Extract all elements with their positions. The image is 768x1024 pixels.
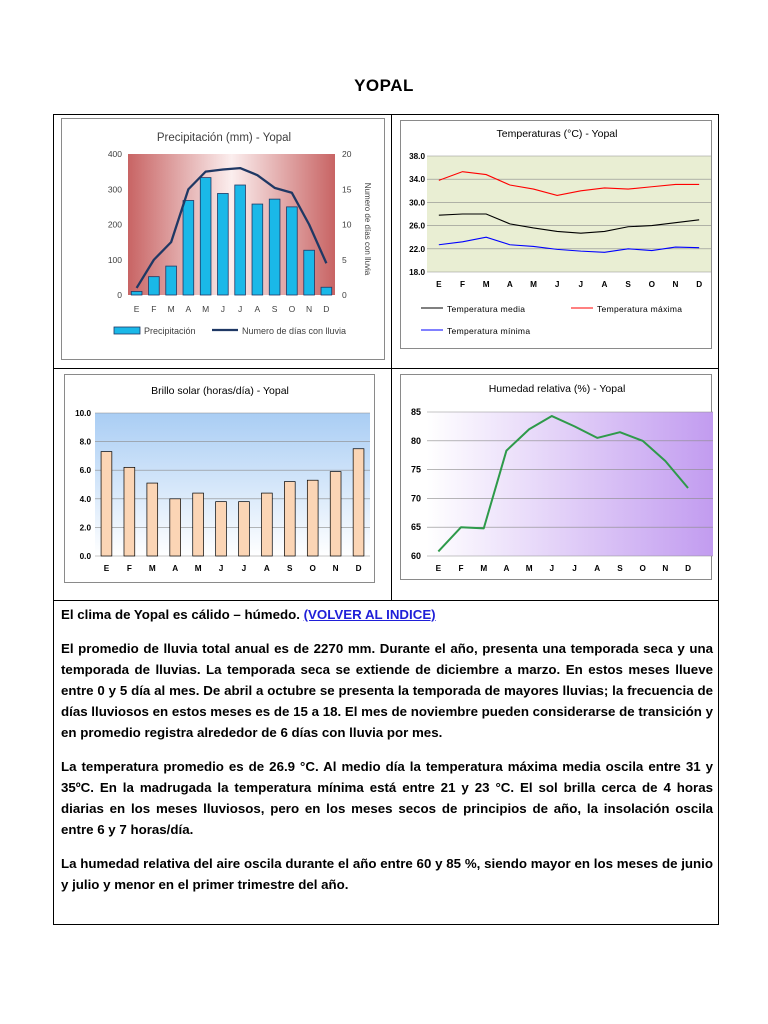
bar-precipitacion xyxy=(269,199,280,295)
sunshine-chart-svg xyxy=(65,375,376,584)
bar-brillo-solar xyxy=(330,472,341,556)
x-tick-label: M xyxy=(482,280,490,289)
x-tick-label: M xyxy=(148,564,156,573)
x-tick-label: O xyxy=(648,280,656,289)
bar-precipitacion xyxy=(166,266,177,295)
bar-precipitacion xyxy=(183,201,194,295)
chart-legend xyxy=(114,326,346,336)
y2-tick-label: 20 xyxy=(342,149,352,159)
x-tick-label: J xyxy=(549,564,555,573)
x-tick-label: S xyxy=(617,564,623,573)
x-tick-label: A xyxy=(601,280,608,289)
humidity-chart xyxy=(400,374,712,580)
bar-brillo-solar xyxy=(216,502,227,556)
y2-tick-label: 0 xyxy=(342,290,347,300)
precipitation-chart xyxy=(61,118,385,360)
bar-brillo-solar xyxy=(193,493,204,556)
x-tick-label: E xyxy=(103,564,110,573)
x-tick-label: F xyxy=(151,304,157,314)
chart-title: Temperaturas (°C) - Yopal xyxy=(496,128,618,140)
bar-brillo-solar xyxy=(261,493,272,556)
x-tick-label: M xyxy=(525,564,533,573)
humidity-paragraph: La humedad relativa del aire oscila durante el año entre 60 y 85 %, siendo mayor en los meses de junio y julio y menor en el primer trimestre del año. xyxy=(61,856,713,892)
bar-precipitacion xyxy=(218,193,229,295)
bar-precipitacion xyxy=(304,250,315,295)
x-tick-label: A xyxy=(185,304,192,314)
x-tick-label: S xyxy=(271,304,278,314)
x-tick-label: N xyxy=(306,304,313,314)
x-tick-label: E xyxy=(133,304,140,314)
bar-precipitacion xyxy=(200,178,211,295)
x-tick-label: O xyxy=(309,564,316,573)
plot-area xyxy=(95,413,370,556)
x-tick-label: J xyxy=(554,280,560,289)
chart-title: Brillo solar (horas/día) - Yopal xyxy=(151,385,289,397)
x-tick-label: S xyxy=(625,280,631,289)
bar-precipitacion xyxy=(287,207,298,295)
bar-brillo-solar xyxy=(353,449,364,556)
x-tick-label: M xyxy=(167,304,175,314)
y2-tick-label: 15 xyxy=(342,184,352,195)
bar-brillo-solar xyxy=(101,452,112,556)
x-tick-label: E xyxy=(435,564,442,573)
bar-precipitacion xyxy=(131,291,142,295)
legend-label-dias-lluvia: Numero de días con lluvia xyxy=(242,326,347,336)
x-tick-label: A xyxy=(172,564,179,573)
temperature-paragraph: La temperatura promedio es de 26.9 °C. Al medio día la temperatura máxima media oscila entre 31 y 35ºC. En la madrugada la temperatura mínima está entre 21 y 23 °C. El sol brilla cerca de 4 horas diarias en los meses lluviosos, pero en los meses secos de principios de año, la insolación oscila entre 6 y 7 horas/día. xyxy=(61,759,713,837)
legend-label-temp-min: Temperatura mínima xyxy=(447,326,531,336)
plot-area xyxy=(427,412,713,556)
x-tick-label: A xyxy=(594,564,601,573)
chart-title: Precipitación (mm) - Yopal xyxy=(156,132,292,144)
y-tick-label: 38.0 xyxy=(409,152,425,161)
x-tick-label: E xyxy=(436,280,442,289)
x-tick-label: J xyxy=(572,564,577,573)
rain-paragraph: El promedio de lluvia total anual es de 2270 mm. Durante el año, presenta una temporada seca y una temporada de lluvias. La temporada seca se extiende de diciembre a marzo. En estos meses llueve entre 0 y 5 día al mes. De abril a octubre se presenta la temporada de mayores lluvias; la frecuencia de días lluviosos en estos meses es de 15 a 18. El mes de noviembre pueden considerarse de transición y en promedio registra alrededor de 6 días con lluvia por mes. xyxy=(61,641,713,740)
y-tick-label: 0.0 xyxy=(79,552,91,561)
intro-text: El clima de Yopal es cálido – húmedo. xyxy=(61,607,304,622)
x-tick-label: M xyxy=(202,304,210,314)
y-tick-label: 18.0 xyxy=(409,268,425,277)
bar-precipitacion xyxy=(321,287,332,295)
x-tick-label: N xyxy=(332,564,339,573)
x-tick-label: D xyxy=(685,564,691,573)
y-tick-label: 75 xyxy=(410,464,421,475)
x-tick-label: D xyxy=(355,564,362,573)
y-tick-label: 400 xyxy=(107,149,122,159)
temperature-chart xyxy=(400,120,712,349)
right-axis-label: Numero de días con lluvia xyxy=(363,182,372,276)
y2-tick-label: 5 xyxy=(342,254,347,265)
page-title: YOPAL xyxy=(354,76,414,95)
x-tick-label: J xyxy=(238,304,243,314)
y-tick-label: 100 xyxy=(107,254,122,265)
bar-brillo-solar xyxy=(124,467,135,556)
x-tick-label: A xyxy=(506,280,513,289)
bar-precipitacion xyxy=(252,204,263,295)
bar-brillo-solar xyxy=(147,483,158,556)
x-tick-label: N xyxy=(672,280,679,289)
y-tick-label: 30.0 xyxy=(409,198,425,208)
legend-swatch-precipitacion xyxy=(114,327,140,334)
bar-brillo-solar xyxy=(307,480,318,556)
x-tick-label: A xyxy=(263,564,270,573)
y-tick-label: 85 xyxy=(410,407,421,417)
x-tick-label: J xyxy=(241,564,247,573)
x-tick-label: F xyxy=(458,564,464,573)
chart-legend xyxy=(421,304,682,336)
bar-brillo-solar xyxy=(239,502,250,556)
bar-brillo-solar xyxy=(284,482,295,556)
x-tick-label: S xyxy=(287,564,293,573)
temperature-chart-svg xyxy=(401,121,713,350)
y-tick-label: 26.0 xyxy=(409,221,425,231)
y-tick-label: 200 xyxy=(107,219,122,230)
y-tick-label: 70 xyxy=(410,493,421,504)
y-tick-label: 34.0 xyxy=(409,175,425,185)
precipitation-chart-svg xyxy=(62,119,386,361)
description-text xyxy=(61,604,713,908)
x-tick-label: J xyxy=(218,564,224,573)
y-tick-label: 4.0 xyxy=(79,494,91,504)
y-tick-label: 10.0 xyxy=(75,409,91,418)
x-tick-label: F xyxy=(459,280,466,289)
chart-title: Humedad relativa (%) - Yopal xyxy=(488,383,626,395)
table-divider-vertical xyxy=(391,115,392,600)
legend-label-temp-max: Temperatura máxima xyxy=(597,304,683,314)
intro-paragraph xyxy=(61,604,713,625)
x-tick-label: M xyxy=(530,280,537,289)
sunshine-chart xyxy=(64,374,375,583)
legend-label-temp-media: Temperatura media xyxy=(447,304,526,314)
bar-precipitacion xyxy=(235,185,246,295)
y-tick-label: 22.0 xyxy=(409,244,425,254)
y-tick-label: 6.0 xyxy=(79,466,91,476)
legend-label-precipitacion: Precipitación xyxy=(144,326,196,336)
y-tick-label: 60 xyxy=(410,551,421,561)
x-tick-label: A xyxy=(503,564,510,573)
x-tick-label: J xyxy=(220,304,225,314)
x-tick-label: A xyxy=(254,304,261,314)
x-tick-label: F xyxy=(126,564,132,573)
table-divider-row-1 xyxy=(54,368,718,369)
y-tick-label: 65 xyxy=(410,522,421,533)
table-divider-row-2 xyxy=(54,600,718,601)
x-tick-label: J xyxy=(578,280,584,289)
y-tick-label: 300 xyxy=(107,184,122,195)
x-tick-label: O xyxy=(639,564,646,573)
x-tick-label: D xyxy=(696,280,703,289)
bar-precipitacion xyxy=(149,277,160,295)
y-tick-label: 8.0 xyxy=(79,437,91,447)
y-tick-label: 80 xyxy=(410,435,421,446)
x-tick-label: M xyxy=(480,564,488,573)
x-tick-label: N xyxy=(662,564,669,573)
x-tick-label: M xyxy=(194,564,202,573)
volver-indice-link[interactable]: (VOLVER AL INDICE) xyxy=(303,607,436,622)
bar-brillo-solar xyxy=(170,499,181,556)
x-tick-label: O xyxy=(288,304,296,314)
y2-tick-label: 10 xyxy=(342,219,352,230)
y-tick-label: 2.0 xyxy=(79,523,91,533)
y-tick-label: 0 xyxy=(117,290,122,300)
content-table xyxy=(53,114,719,925)
x-tick-label: D xyxy=(323,304,330,314)
humidity-chart-svg xyxy=(401,375,713,581)
